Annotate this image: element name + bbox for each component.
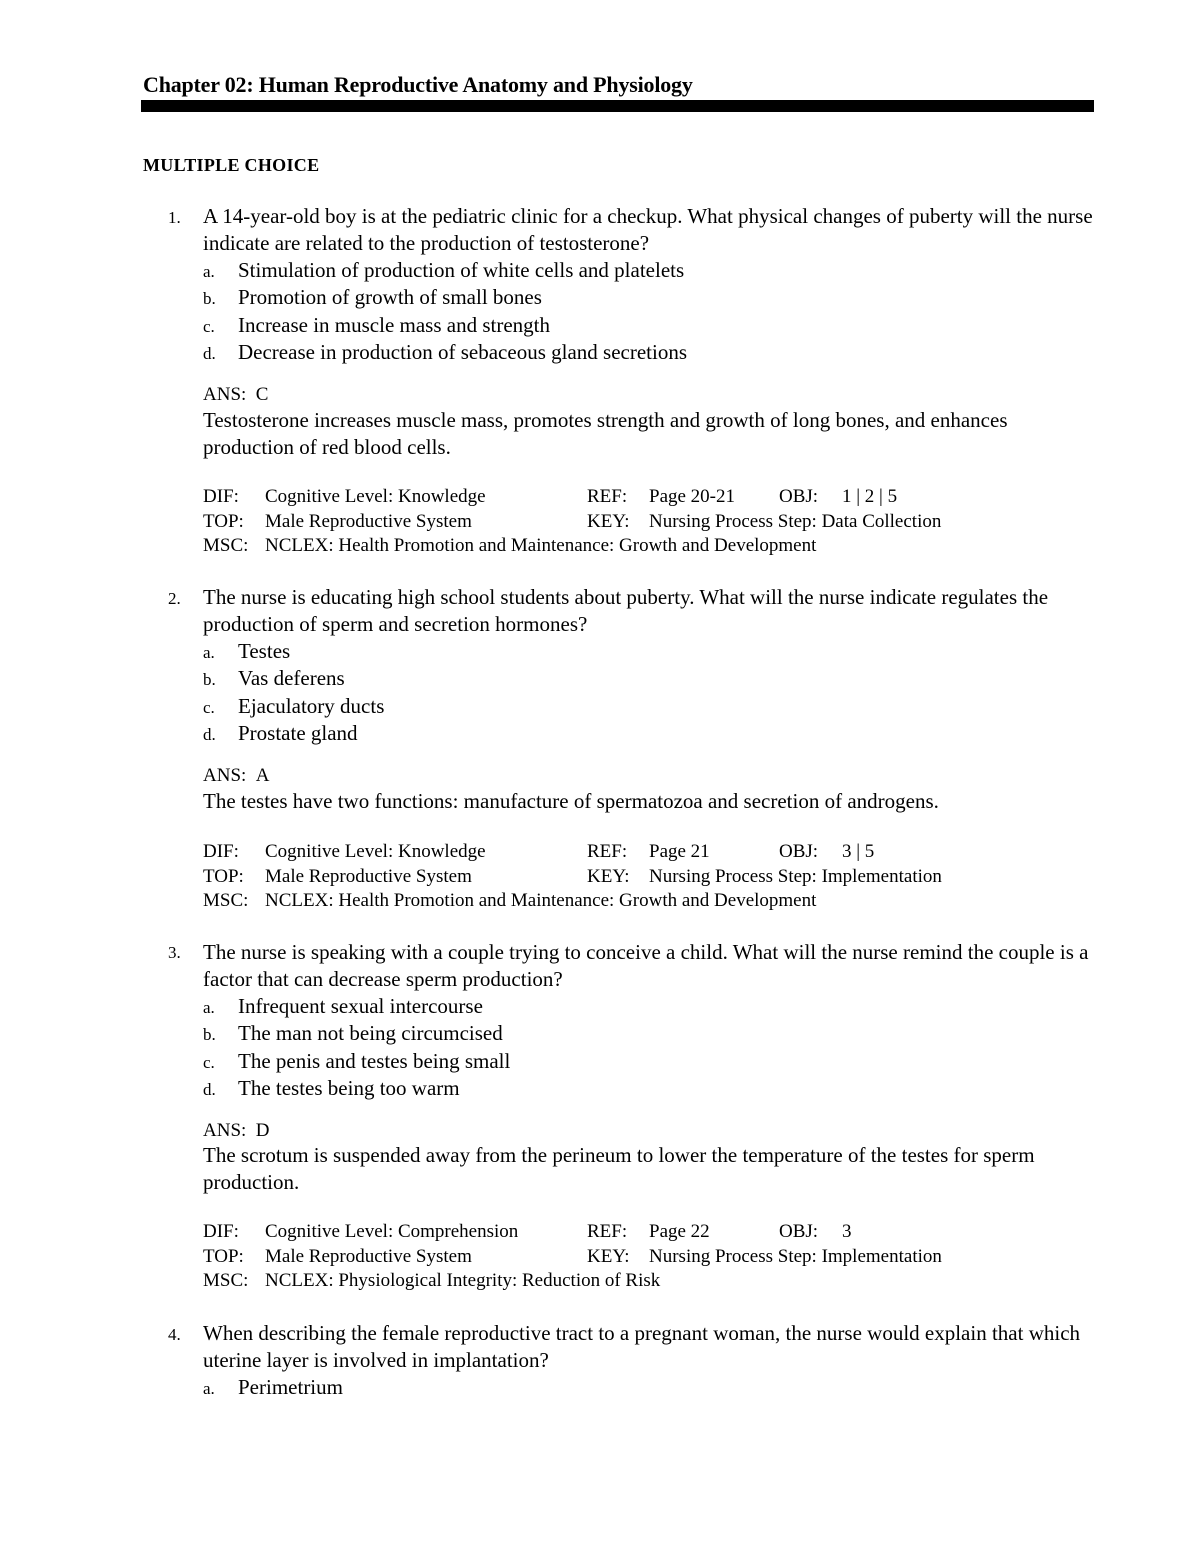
msc-label: MSC: <box>203 890 249 911</box>
meta-row-msc <box>203 889 1083 914</box>
option-a <box>203 993 1083 1020</box>
option-text: The man not being circumcised <box>238 1021 503 1046</box>
option-list <box>203 993 1083 1102</box>
ref-label: REF: <box>587 841 628 862</box>
option-letter: a. <box>203 262 215 281</box>
msc-label: MSC: <box>203 1270 249 1291</box>
obj-value: 3 <box>842 1221 852 1242</box>
option-d <box>203 720 1083 747</box>
question-stem: The nurse is educating high school students about puberty. What will the nurse indicate regulates the production of sperm and secretion hormones? <box>203 585 1049 636</box>
key-label: KEY: <box>587 1245 630 1267</box>
key-value: Nursing Process Step: Implementation <box>649 865 942 887</box>
option-letter: a. <box>203 998 215 1017</box>
question-stem: The nurse is speaking with a couple trying to conceive a child. What will the nurse remind the couple is a factor that can decrease sperm production? <box>203 940 1089 991</box>
option-letter: b. <box>203 289 216 309</box>
ref-value: Page 21 <box>649 841 710 862</box>
option-a <box>203 1374 1083 1401</box>
obj-value: 1 | 2 | 5 <box>842 486 898 507</box>
question-metadata <box>203 1220 1083 1294</box>
option-text: Prostate gland <box>238 720 358 745</box>
dif-value: Cognitive Level: Knowledge <box>265 486 486 507</box>
option-text: Vas deferens <box>238 666 345 691</box>
option-text: Decrease in production of sebaceous gland secretions <box>238 339 687 364</box>
ref-label: REF: <box>587 1221 628 1242</box>
option-text: Perimetrium <box>238 1375 343 1399</box>
dif-label: DIF: <box>203 841 239 862</box>
obj-label: OBJ: <box>779 1221 819 1242</box>
obj-label: OBJ: <box>779 486 819 507</box>
option-letter: d. <box>203 1079 216 1099</box>
question-number: 3. <box>168 943 181 962</box>
dif-label: DIF: <box>203 1221 239 1242</box>
answer-line <box>203 384 268 406</box>
dif-value: Cognitive Level: Comprehension <box>265 1221 519 1242</box>
option-text: Infrequent sexual intercourse <box>238 994 483 1018</box>
option-letter: c. <box>203 697 215 717</box>
question-number: 4. <box>168 1325 181 1344</box>
top-value: Male Reproductive System <box>265 865 472 887</box>
option-list <box>203 257 1083 366</box>
chapter-title: Chapter 02: Human Reproductive Anatomy and Physiology <box>143 72 693 97</box>
option-list <box>203 638 1083 747</box>
option-b <box>203 284 1083 311</box>
section-heading: MULTIPLE CHOICE <box>143 155 320 175</box>
answer-value: C <box>255 384 269 405</box>
option-letter: d. <box>203 343 216 363</box>
meta-row-top <box>203 865 1083 890</box>
option-letter: c. <box>203 1052 215 1072</box>
key-value: Nursing Process Step: Implementation <box>649 1245 942 1267</box>
key-label: KEY: <box>587 510 630 532</box>
key-value: Nursing Process Step: Data Collection <box>649 510 942 532</box>
meta-row-top <box>203 1245 1083 1270</box>
answer-value: A <box>255 765 270 786</box>
question-number: 2. <box>168 589 181 608</box>
rationale: The testes have two functions: manufacture of spermatozoa and secretion of androgens. <box>203 789 939 813</box>
obj-value: 3 | 5 <box>842 841 875 862</box>
option-letter: b. <box>203 1025 216 1045</box>
question-stem: A 14-year-old boy is at the pediatric clinic for a checkup. What physical changes of puberty will the nurse indicate are related to the production of testosterone? <box>203 204 1093 255</box>
msc-label: MSC: <box>203 535 249 556</box>
meta-row-msc <box>203 1269 1083 1294</box>
meta-row-dif <box>203 1220 1083 1245</box>
obj-label: OBJ: <box>779 841 819 862</box>
ref-value: Page 20-21 <box>649 486 736 507</box>
top-label: TOP: <box>203 510 244 532</box>
answer-line <box>203 765 270 787</box>
question-stem: When describing the female reproductive tract to a pregnant woman, the nurse would explain that which uterine layer is involved in implantation? <box>203 1321 1081 1372</box>
option-c <box>203 312 1083 339</box>
option-a <box>203 257 1083 284</box>
question-metadata <box>203 840 1083 914</box>
msc-value: NCLEX: Physiological Integrity: Reduction of Risk <box>265 1270 661 1291</box>
dif-label: DIF: <box>203 486 239 507</box>
option-b <box>203 665 1083 692</box>
top-label: TOP: <box>203 865 244 887</box>
option-text: The penis and testes being small <box>238 1048 511 1073</box>
option-letter: a. <box>203 1379 215 1398</box>
answer-label: ANS: <box>203 1120 247 1141</box>
msc-value: NCLEX: Health Promotion and Maintenance: Growth and Development <box>265 890 817 911</box>
top-label: TOP: <box>203 1245 244 1267</box>
top-value: Male Reproductive System <box>265 510 472 532</box>
option-text: Increase in muscle mass and strength <box>238 312 550 337</box>
option-c <box>203 1048 1083 1075</box>
option-letter: d. <box>203 724 216 744</box>
answer-line <box>203 1120 270 1142</box>
answer-value: D <box>255 1120 270 1141</box>
ref-label: REF: <box>587 486 628 507</box>
meta-row-top <box>203 510 1083 535</box>
question-metadata <box>203 485 1083 559</box>
rationale: The scrotum is suspended away from the perineum to lower the temperature of the testes for sperm production. <box>203 1143 1035 1194</box>
rationale: Testosterone increases muscle mass, promotes strength and growth of long bones, and enhances production of red blood cells. <box>203 408 1008 459</box>
option-text: Stimulation of production of white cells and platelets <box>238 258 685 282</box>
option-letter: a. <box>203 643 215 662</box>
question-number: 1. <box>168 208 181 227</box>
msc-value: NCLEX: Health Promotion and Maintenance: Growth and Development <box>265 535 817 556</box>
meta-row-dif <box>203 840 1083 865</box>
option-text: Testes <box>238 639 291 663</box>
title-rule <box>141 100 1094 112</box>
option-letter: c. <box>203 316 215 336</box>
dif-value: Cognitive Level: Knowledge <box>265 841 486 862</box>
key-label: KEY: <box>587 865 630 887</box>
option-text: The testes being too warm <box>238 1075 460 1100</box>
option-a <box>203 638 1083 665</box>
answer-label: ANS: <box>203 384 247 405</box>
option-text: Ejaculatory ducts <box>238 693 385 718</box>
ref-value: Page 22 <box>649 1221 710 1242</box>
option-d <box>203 1075 1083 1102</box>
top-value: Male Reproductive System <box>265 1245 472 1267</box>
option-text: Promotion of growth of small bones <box>238 285 542 310</box>
meta-row-dif <box>203 485 1083 510</box>
option-d <box>203 339 1083 366</box>
option-c <box>203 693 1083 720</box>
option-letter: b. <box>203 670 216 690</box>
option-list <box>203 1374 1083 1401</box>
answer-label: ANS: <box>203 765 247 786</box>
option-b <box>203 1020 1083 1047</box>
meta-row-msc <box>203 534 1083 559</box>
